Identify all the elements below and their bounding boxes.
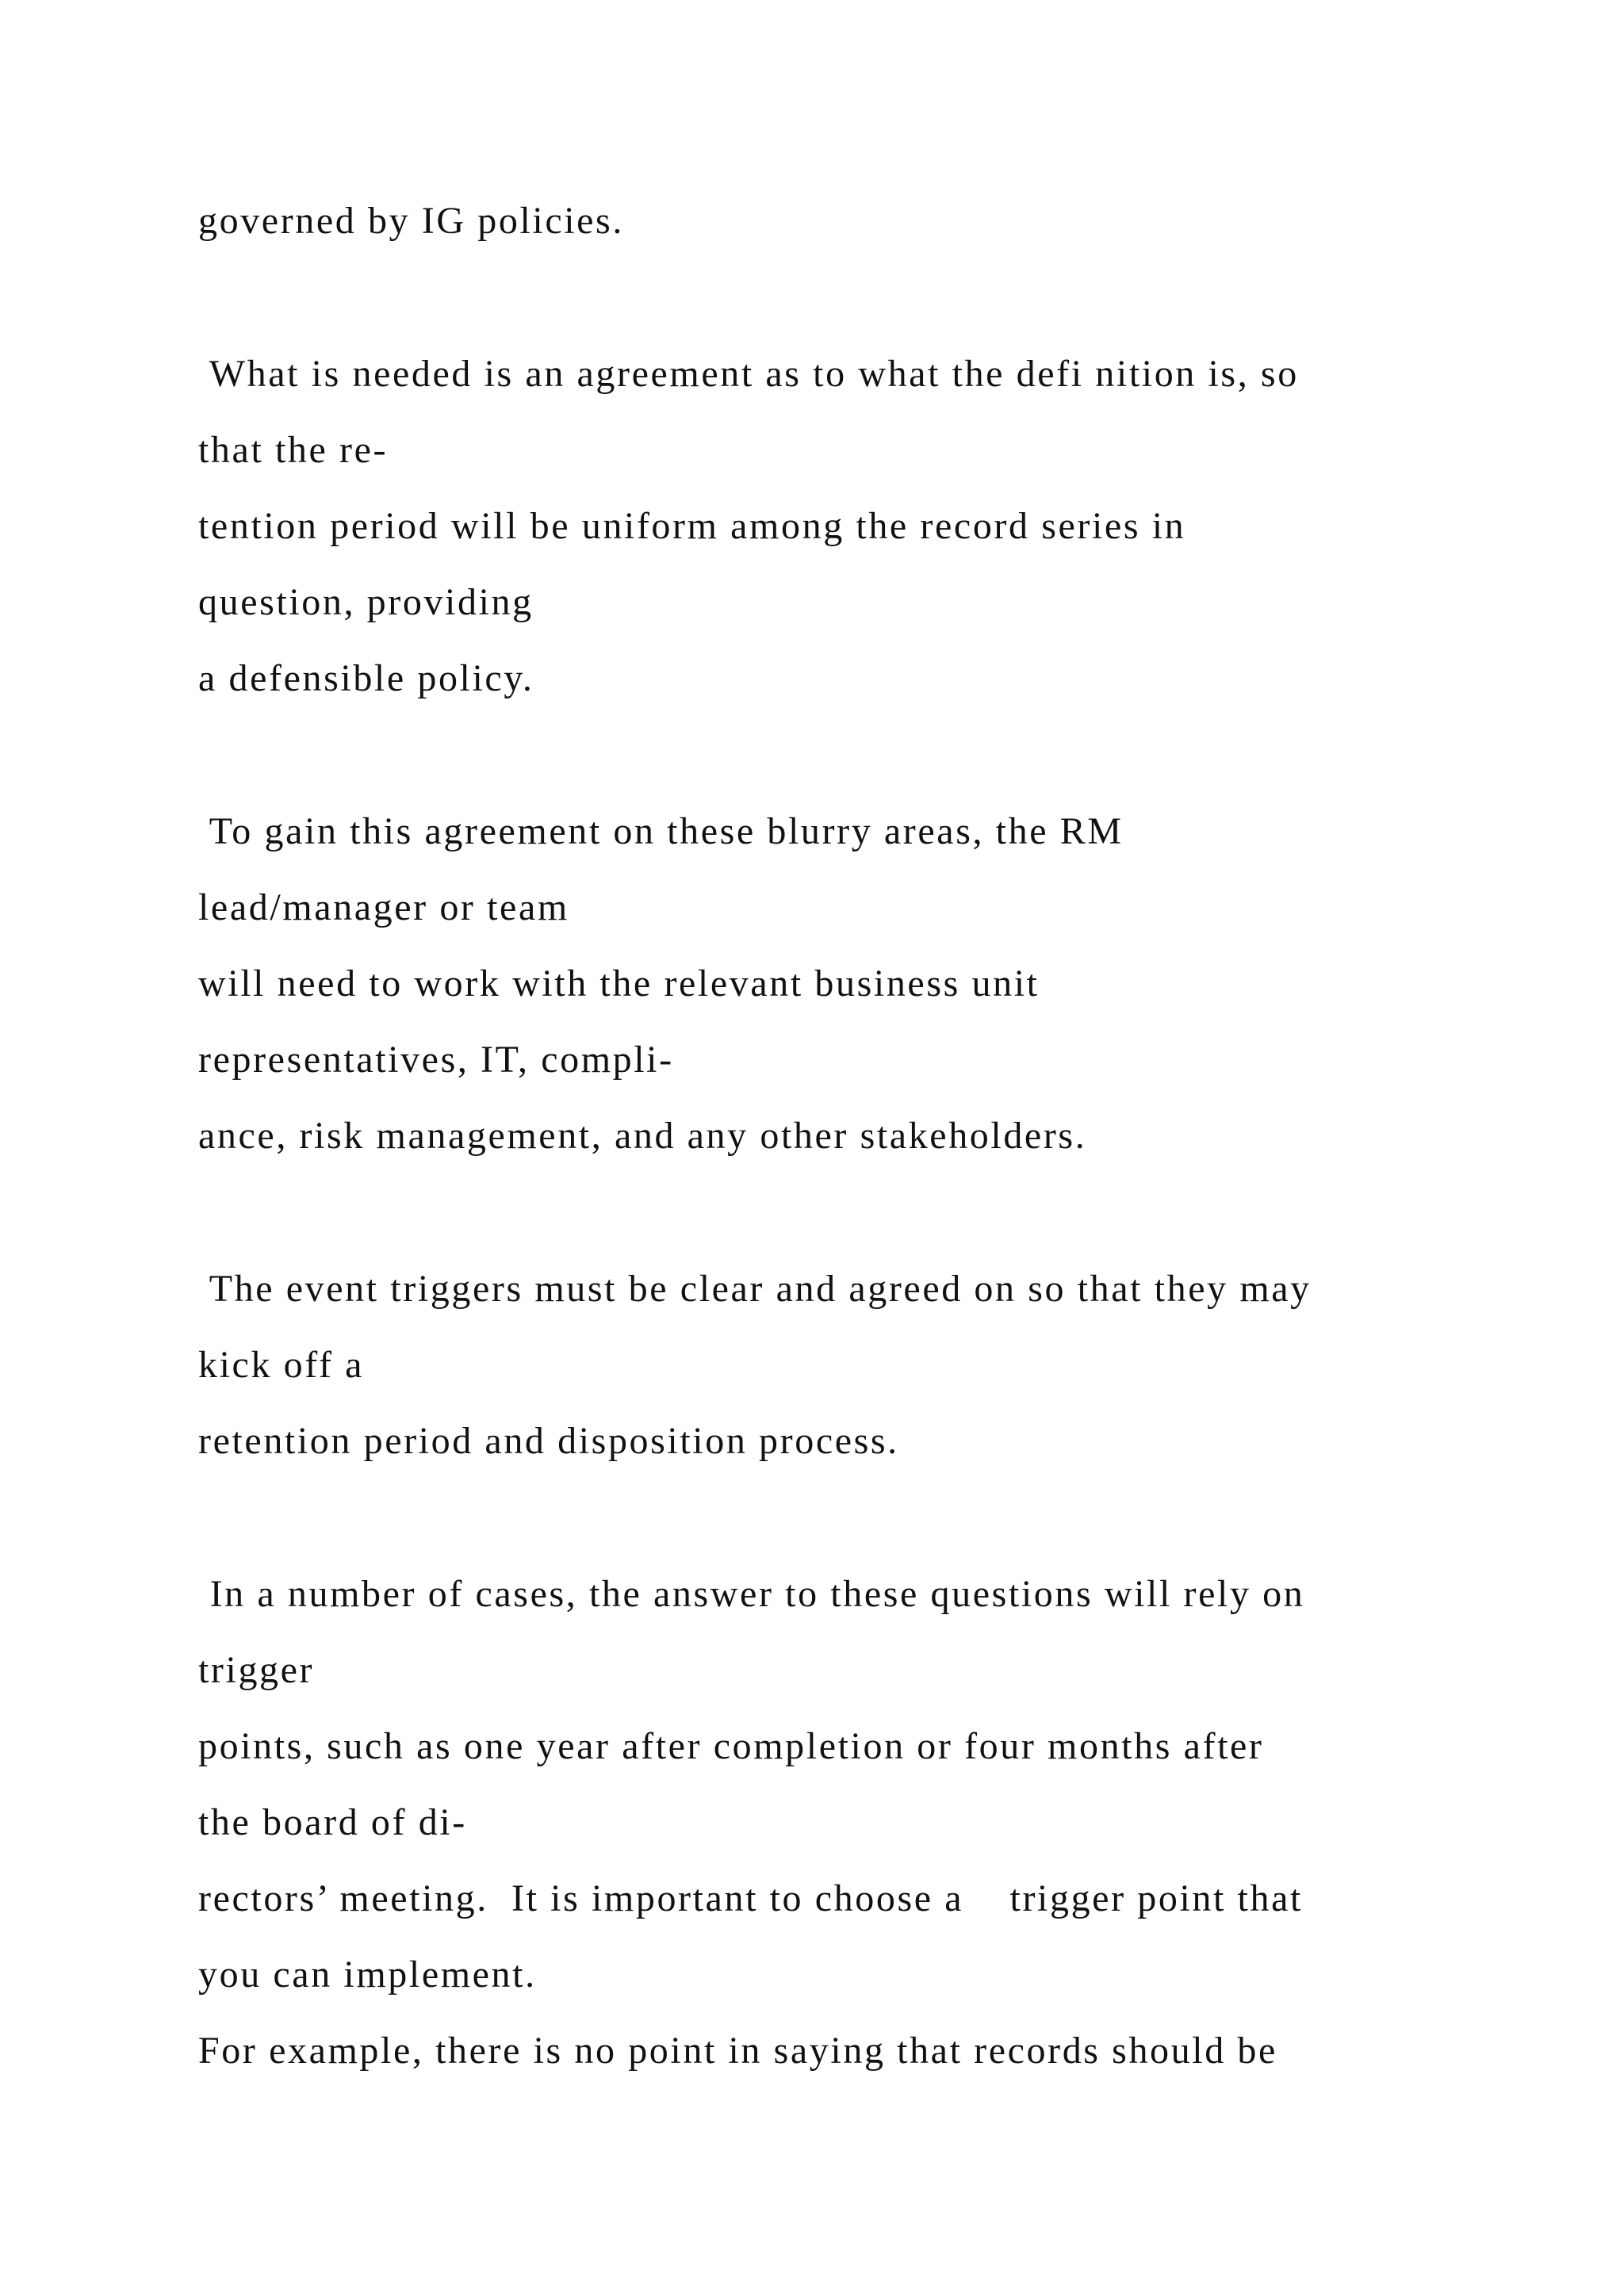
text-line: In a number of cases, the answer to these questions will rely on (198, 1573, 1305, 1615)
text-line: rectors’ meeting. It is important to choose a trigger point that (198, 1877, 1303, 1919)
text-line: representatives, IT, compli- (198, 1039, 674, 1081)
text-line: kick off a (198, 1344, 365, 1386)
text-line: will need to work with the relevant business unit (198, 962, 1040, 1004)
text-line: points, such as one year after completion or four months after (198, 1725, 1264, 1767)
text-line: retention period and disposition process. (198, 1420, 899, 1462)
text-line: What is needed is an agreement as to what the defi nition is, so (198, 353, 1299, 395)
text-line: that the re- (198, 429, 389, 471)
text-line: the board of di- (198, 1801, 467, 1843)
text-line: The event triggers must be clear and agreed on so that they may (198, 1268, 1312, 1310)
text-line: For example, there is no point in saying that records should be (198, 2030, 1277, 2072)
text-line: you can implement. (198, 1954, 537, 1996)
text-line: trigger (198, 1649, 315, 1691)
text-line: a defensible policy. (198, 657, 534, 699)
text-line: question, providing (198, 581, 534, 623)
text-line: ance, risk management, and any other stakeholders. (198, 1115, 1087, 1157)
text-line: lead/manager or team (198, 886, 569, 928)
text-line: governed by IG policies. (198, 200, 624, 242)
text-line: tention period will be uniform among the record series in (198, 505, 1186, 547)
text-line: To gain this agreement on these blurry areas, the RM (198, 810, 1124, 852)
